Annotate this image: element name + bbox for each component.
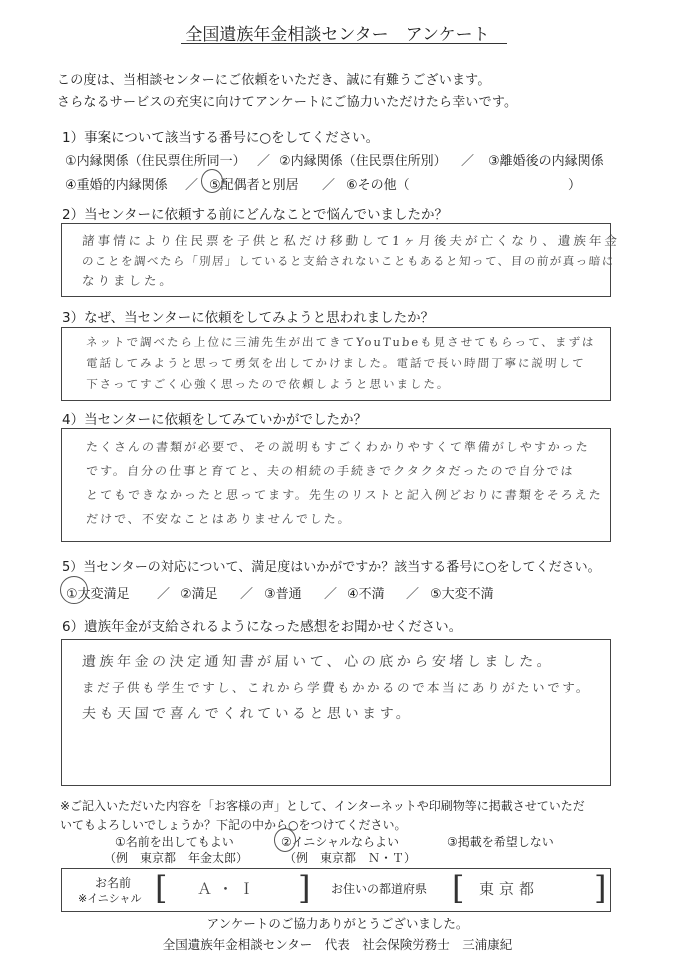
consent-text-1: ※ご記入いただいた内容を「お客様の声」として、インターネットや印刷物等に掲載させていただ — [60, 799, 585, 813]
q1-separator: ／ — [461, 154, 475, 169]
q5-option-4[interactable]: ④不満 — [347, 587, 385, 602]
q5-option-2[interactable]: ②満足 — [180, 587, 218, 602]
question-1: 1）事案について該当する番号に○をしてください。 — [62, 130, 380, 146]
answer-4-line-1: たくさんの書類が必要で、その説明もすごくわかりやすくて準備がしやすかった — [85, 440, 591, 454]
answer-6-line-2: まだ子供も学生ですし、これから学費もかかるので本当にありがたいです。 — [81, 680, 592, 695]
question-2: 2）当センターに依頼する前にどんなことで悩んでいましたか？ — [62, 207, 449, 223]
intro-line-1: この度は、当相談センターにご依頼をいただき、誠に有難うございます。 — [57, 73, 491, 88]
bracket-open: [ — [452, 869, 465, 907]
consent-option-2-example: （例 東京都 Ｎ・Ｔ） — [284, 851, 417, 865]
answer-2-line-2: のことを調べたら「別居」していると支給されないこともあると知って、目の前が真っ暗に — [81, 254, 616, 268]
q1-option-3[interactable]: ③離婚後の内縁関係 — [488, 154, 604, 169]
answer-box-3[interactable] — [61, 327, 611, 401]
answer-2-line-1: 諸事情により住民票を子供と私だけ移動して1ヶ月後夫が亡くなり、遺族年金 — [81, 233, 621, 248]
q1-option-5[interactable]: ⑤配偶者と別居 — [209, 178, 299, 193]
answer-4-line-4: だけで、不安なことはありませんでした。 — [85, 512, 353, 526]
q5-separator: ／ — [324, 587, 338, 602]
bracket-close: ] — [594, 869, 607, 907]
q5-separator: ／ — [240, 587, 254, 602]
prefecture-input[interactable]: 東京都 — [479, 880, 540, 898]
answer-4-line-2: です。自分の仕事と育てと、夫の相続の手続きでクタクタだったので自分では — [85, 464, 576, 478]
answer-3-line-2: 電話してみようと思って勇気を出してかけました。電話で長い時間丁寧に説明して — [85, 356, 586, 370]
q5-separator: ／ — [406, 587, 420, 602]
selection-circle — [201, 169, 223, 193]
answer-box-2[interactable] — [61, 223, 621, 297]
answer-6-line-1: 遺族年金の決定通知書が届いて、心の底から安堵しました。 — [81, 654, 555, 670]
q1-separator: ／ — [257, 154, 271, 169]
question-3: 3）なぜ、当センターに依頼をしてみようと思われましたか？ — [62, 310, 435, 326]
intro-line-2: さらなるサービスの充実に向けてアンケートにご協力いただけたら幸いです。 — [57, 95, 518, 110]
q1-option-6-close: ） — [568, 178, 582, 193]
q1-option-4[interactable]: ④重婚的内縁関係 — [65, 178, 168, 193]
consent-option-1-example: （例 東京都 年金太郎） — [104, 851, 249, 865]
footer-signature: 全国遺族年金相談センター 代表 社会保険労務士 三浦康紀 — [162, 937, 513, 952]
answer-box-6[interactable] — [61, 639, 611, 786]
question-4: 4）当センターに依頼をしてみていかがでしたか？ — [62, 412, 368, 428]
q1-option-1[interactable]: ①内縁関係（住民票住所同一） — [65, 154, 246, 169]
page-title: 全国遺族年金相談センター アンケート — [185, 25, 490, 45]
q5-option-1[interactable]: ①大変満足 — [66, 587, 130, 602]
consent-text-2: いてもよろしいでしょうか？下記の中から○をつけてください。 — [60, 818, 407, 832]
initials-label: ※イニシャル — [78, 892, 142, 905]
prefecture-label: お住いの都道府県 — [331, 882, 428, 896]
q1-option-6[interactable]: ⑥その他（ — [346, 178, 410, 193]
bracket-open: [ — [155, 869, 168, 907]
answer-box-4[interactable] — [61, 428, 611, 542]
q1-separator: ／ — [185, 178, 199, 193]
title-underline — [181, 43, 507, 44]
q1-option-2[interactable]: ②内縁関係（住民票住所別） — [279, 154, 447, 169]
q1-separator: ／ — [322, 178, 336, 193]
answer-3-line-1: ネットで調べたら上位に三浦先生が出てきてYouTubeも見させてもらって、まずは — [85, 335, 596, 349]
question-5: 5）当センターの対応について、満足度はいかがですか？該当する番号に○をしてください。 — [62, 560, 601, 575]
q5-option-5[interactable]: ⑤大変不満 — [430, 587, 494, 602]
answer-4-line-3: とてもできなかったと思ってます。先生のリストと記入例どおりに書類をそろえた — [85, 488, 604, 502]
consent-option-2[interactable]: ②イニシャルならよい — [281, 835, 400, 849]
consent-option-1[interactable]: ①名前を出してもよい — [115, 835, 234, 849]
selection-circle — [60, 576, 88, 604]
q5-separator: ／ — [157, 587, 171, 602]
name-label: お名前 — [95, 876, 132, 890]
bracket-close: ] — [298, 869, 311, 907]
consent-option-3[interactable]: ③掲載を希望しない — [447, 835, 554, 849]
answer-3-line-3: 下さってすごく心強く思ったので依頼しようと思いました。 — [85, 377, 451, 391]
question-6: 6）遺族年金が支給されるようになった感想をお聞かせください。 — [62, 619, 463, 635]
answer-6-line-3: 夫も天国で喜んでくれていると思います。 — [81, 706, 414, 722]
footer-thanks: アンケートのご協力ありがとうございました。 — [206, 916, 469, 931]
answer-2-line-3: なりました。 — [81, 273, 176, 288]
name-input[interactable]: Ａ・Ｉ — [197, 880, 261, 898]
q5-option-3[interactable]: ③普通 — [264, 587, 302, 602]
